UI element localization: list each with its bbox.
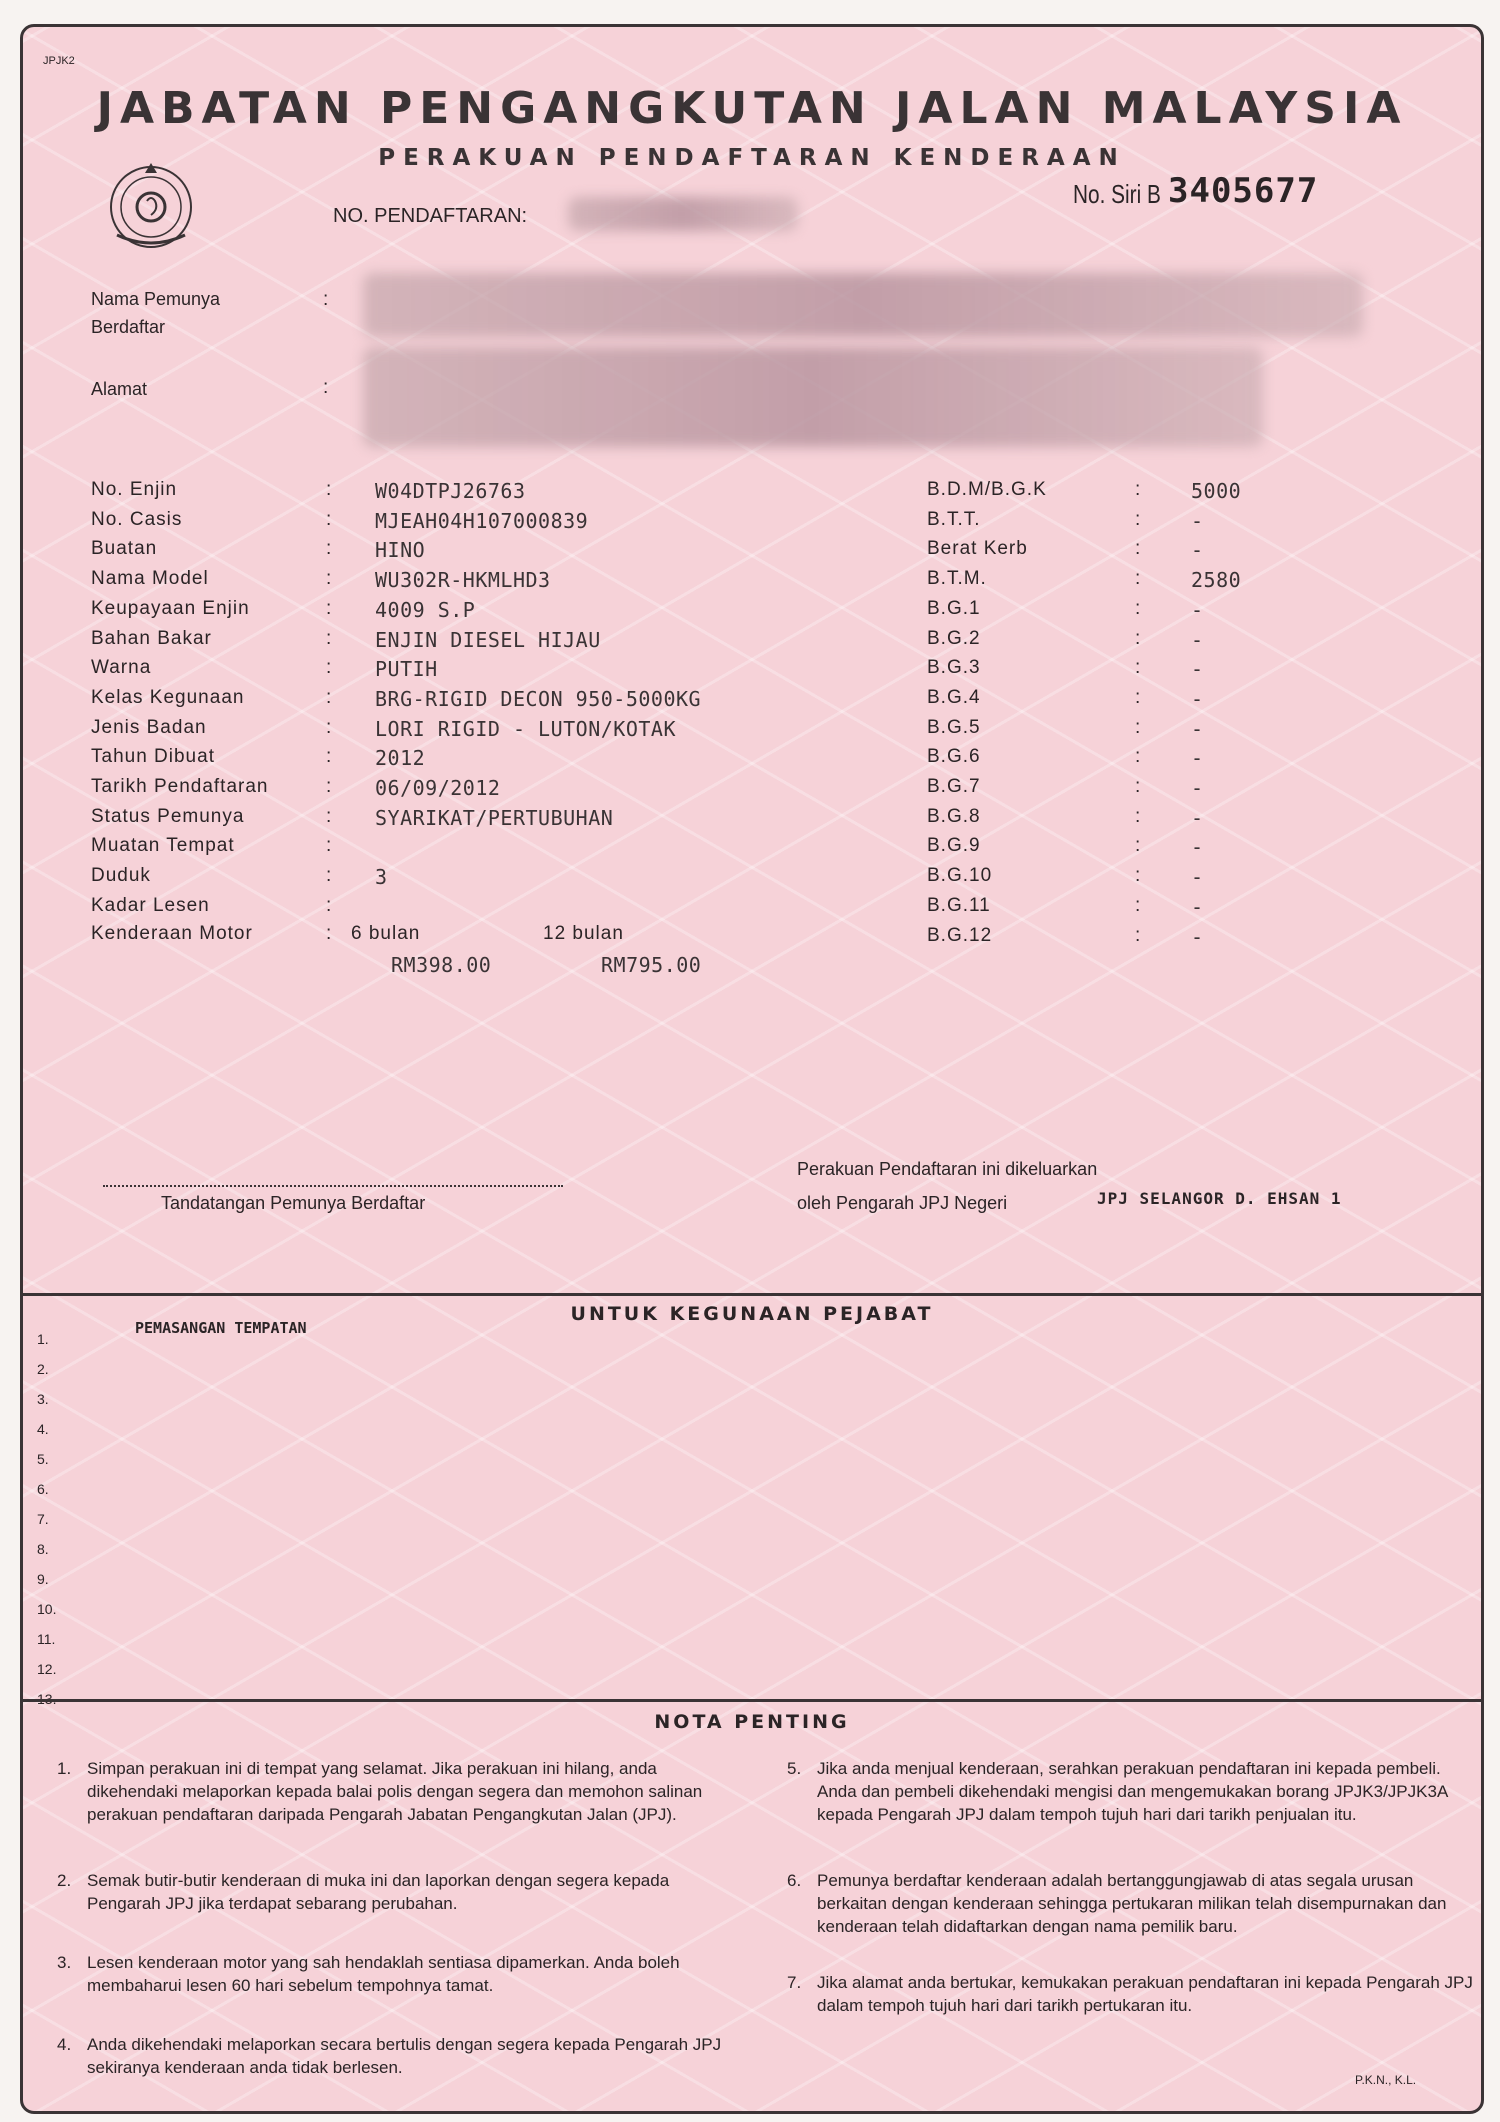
notes-title: NOTA PENTING bbox=[654, 1711, 850, 1733]
weight-colon: : bbox=[1135, 835, 1141, 857]
weight-colon: : bbox=[1135, 924, 1141, 946]
jpj-emblem-icon bbox=[103, 155, 199, 255]
office-line-number: 5. bbox=[37, 1451, 49, 1467]
redacted-owner-name bbox=[363, 273, 1363, 337]
office-line-number: 3. bbox=[37, 1391, 49, 1407]
license-twelve-months-label: 12 bulan bbox=[543, 923, 624, 944]
owner-signature-label: Tandatangan Pemunya Berdaftar bbox=[161, 1193, 426, 1213]
weight-value: - bbox=[1191, 805, 1204, 830]
office-line-number: 4. bbox=[37, 1421, 49, 1437]
weight-colon: : bbox=[1135, 686, 1141, 708]
field-value: MJEAH04H107000839 bbox=[375, 508, 589, 533]
note-text: Simpan perakuan ini di tempat yang selamat. Jika perakuan ini hilang, anda dikehendaki melaporkan kepada balai polis dengan segera dan memohon salinan perakuan pendaftaran daripada Pengarah Jabatan Pengangkutan Jalan (JPJ). bbox=[87, 1759, 703, 1824]
weight-label: B.G.9 bbox=[927, 835, 981, 857]
license-twelve-months-fee: RM795.00 bbox=[601, 953, 702, 977]
weight-label: B.G.8 bbox=[927, 805, 981, 827]
note-item bbox=[57, 1757, 747, 1826]
redacted-address bbox=[363, 347, 1263, 447]
weight-label: B.G.5 bbox=[927, 716, 981, 738]
field-colon: : bbox=[326, 597, 332, 619]
weight-colon: : bbox=[1135, 479, 1141, 500]
note-number: 5. bbox=[787, 1759, 802, 1778]
weight-value: - bbox=[1191, 627, 1204, 652]
weight-colon: : bbox=[1135, 597, 1141, 619]
office-line-number: 1. bbox=[37, 1331, 49, 1347]
field-label: Keupayaan Enjin bbox=[91, 597, 250, 619]
registration-certificate bbox=[20, 24, 1484, 2114]
office-line-number: 7. bbox=[37, 1511, 49, 1527]
field-label: Jenis Badan bbox=[91, 716, 207, 738]
note-number: 6. bbox=[787, 1871, 802, 1890]
office-section-top-rule bbox=[23, 1293, 1481, 1296]
note-item bbox=[57, 1951, 747, 1997]
weight-label: Berat Kerb bbox=[927, 538, 1028, 560]
field-label: Status Pemunya bbox=[91, 805, 245, 827]
weight-value: - bbox=[1191, 686, 1204, 711]
weight-value: - bbox=[1191, 835, 1204, 860]
weight-value: - bbox=[1191, 746, 1204, 771]
field-label: Tarikh Pendaftaran bbox=[91, 776, 269, 797]
field-label: Tahun Dibuat bbox=[91, 746, 215, 768]
field-label: No. Enjin bbox=[91, 479, 178, 500]
note-number: 1. bbox=[57, 1759, 72, 1778]
department-title: JABATAN PENGANGKUTAN JALAN MALAYSIA bbox=[96, 83, 1408, 134]
printer-code: P.K.N., K.L. bbox=[1355, 2073, 1417, 2087]
weight-colon: : bbox=[1135, 568, 1141, 590]
weight-colon: : bbox=[1135, 508, 1141, 530]
field-colon: : bbox=[326, 805, 332, 827]
weight-value: - bbox=[1191, 538, 1204, 563]
field-value: W04DTPJ26763 bbox=[375, 479, 526, 503]
weight-value: - bbox=[1191, 894, 1204, 919]
office-line-number: 8. bbox=[37, 1541, 49, 1557]
field-value: ENJIN DIESEL HIJAU bbox=[375, 627, 601, 652]
field-colon: : bbox=[326, 686, 332, 708]
owner-colon: : bbox=[323, 289, 329, 310]
field-value: PUTIH bbox=[375, 657, 438, 682]
certificate-subtitle: PERAKUAN PENDAFTARAN KENDERAAN bbox=[378, 145, 1126, 171]
field-label: Kadar Lesen bbox=[91, 894, 210, 916]
signature-line bbox=[103, 1185, 563, 1187]
serial-number: 3405677 bbox=[1168, 171, 1319, 211]
owner-name-label: Nama Pemunya bbox=[91, 289, 221, 309]
note-number: 7. bbox=[787, 1973, 802, 1992]
note-item bbox=[57, 1869, 747, 1915]
field-value: 2012 bbox=[375, 746, 426, 771]
office-line-number: 12. bbox=[37, 1661, 57, 1677]
field-label: Muatan Tempat bbox=[91, 835, 235, 857]
issuing-office: JPJ SELANGOR D. EHSAN 1 bbox=[1097, 1189, 1342, 1208]
weight-colon: : bbox=[1135, 627, 1141, 649]
weight-colon: : bbox=[1135, 805, 1141, 827]
field-colon: : bbox=[326, 508, 332, 530]
office-line-number: 9. bbox=[37, 1571, 49, 1587]
note-text: Anda dikehendaki melaporkan secara bertulis dengan segera kepada Pengarah JPJ sekiranya kenderaan anda tidak berlesen. bbox=[87, 2035, 722, 2077]
field-colon: : bbox=[326, 479, 332, 500]
field-label: Kelas Kegunaan bbox=[91, 686, 245, 708]
weight-label: B.G.3 bbox=[927, 657, 981, 679]
field-colon: : bbox=[326, 894, 332, 916]
note-text: Pemunya berdaftar kenderaan adalah bertanggungjawab di atas segala urusan berkaitan dengan kenderaan sehingga pertukaran milikan telah disempurnakan dan kenderaan telah didaftarkan dengan nama pemilik baru. bbox=[817, 1871, 1447, 1936]
weight-value: - bbox=[1191, 597, 1204, 622]
weight-label: B.G.12 bbox=[927, 924, 993, 946]
license-six-months-fee: RM398.00 bbox=[391, 953, 492, 977]
weight-label: B.T.T. bbox=[927, 508, 981, 530]
field-value: BRG-RIGID DECON 950-5000KG bbox=[375, 686, 702, 711]
owner-name-label-2: Berdaftar bbox=[91, 317, 166, 337]
weight-label: B.G.4 bbox=[927, 686, 981, 708]
weight-colon: : bbox=[1135, 716, 1141, 738]
field-label: Warna bbox=[91, 657, 152, 679]
note-text: Jika anda menjual kenderaan, serahkan perakuan pendaftaran ini kepada pembeli. Anda dan pembeli dikehendaki mengisi dan mengemukakan borang JPJK3/JPJK3A kepada Pengarah JPJ dalam tempoh tujuh hari dari tarikh penjualan itu. bbox=[817, 1759, 1448, 1824]
weight-colon: : bbox=[1135, 865, 1141, 887]
note-text: Lesen kenderaan motor yang sah hendaklah sentiasa dipamerkan. Anda boleh membaharui lesen 60 hari sebelum tempohnya tamat. bbox=[87, 1953, 680, 1995]
note-item bbox=[787, 1971, 1477, 2017]
weight-value: 2580 bbox=[1191, 568, 1242, 593]
weight-value: - bbox=[1191, 924, 1204, 949]
weight-colon: : bbox=[1135, 657, 1141, 679]
field-label: Duduk bbox=[91, 865, 151, 887]
weight-label: B.G.10 bbox=[927, 865, 993, 887]
note-item bbox=[57, 2033, 747, 2079]
weight-colon: : bbox=[1135, 538, 1141, 560]
weight-label: B.T.M. bbox=[927, 568, 987, 590]
license-colon: : bbox=[326, 923, 332, 944]
field-colon: : bbox=[326, 657, 332, 679]
field-value: HINO bbox=[375, 538, 426, 563]
field-label: Nama Model bbox=[91, 568, 209, 590]
license-label: Kenderaan Motor bbox=[91, 923, 253, 944]
field-value: 3 bbox=[375, 865, 388, 890]
office-use-title: UNTUK KEGUNAAN PEJABAT bbox=[570, 1303, 934, 1325]
field-label: Bahan Bakar bbox=[91, 627, 212, 649]
notes-section-top-rule bbox=[23, 1699, 1481, 1702]
issued-text-line-2: oleh Pengarah JPJ Negeri bbox=[797, 1193, 1008, 1213]
weight-colon: : bbox=[1135, 776, 1141, 797]
note-text: Jika alamat anda bertukar, kemukakan perakuan pendaftaran ini kepada Pengarah JPJ dalam tempoh tujuh hari dari tarikh pertukaran itu. bbox=[817, 1973, 1473, 2015]
weight-colon: : bbox=[1135, 894, 1141, 916]
field-value: LORI RIGID - LUTON/KOTAK bbox=[375, 716, 676, 741]
office-line-number: 10. bbox=[37, 1601, 57, 1617]
weight-label: B.G.6 bbox=[927, 746, 981, 768]
field-colon: : bbox=[326, 538, 332, 560]
field-value: 4009 S.P bbox=[375, 597, 476, 622]
weight-value: - bbox=[1191, 657, 1204, 682]
note-item bbox=[787, 1869, 1477, 1938]
weight-value: - bbox=[1191, 865, 1204, 890]
redacted-registration bbox=[568, 197, 798, 231]
note-text: Semak butir-butir kenderaan di muka ini dan laporkan dengan segera kepada Pengarah JPJ jika terdapat sebarang perubahan. bbox=[87, 1871, 670, 1913]
address-label: Alamat bbox=[91, 379, 148, 399]
form-code: JPJK2 bbox=[43, 55, 75, 67]
serial-label: No. Siri B bbox=[1073, 179, 1161, 209]
note-number: 3. bbox=[57, 1953, 72, 1972]
weight-colon: : bbox=[1135, 746, 1141, 768]
field-colon: : bbox=[326, 746, 332, 768]
field-colon: : bbox=[326, 568, 332, 590]
field-value: WU302R-HKMLHD3 bbox=[375, 568, 551, 593]
weight-value: - bbox=[1191, 776, 1204, 800]
field-colon: : bbox=[326, 716, 332, 738]
field-colon: : bbox=[326, 865, 332, 887]
field-colon: : bbox=[326, 835, 332, 857]
office-line-number: 6. bbox=[37, 1481, 49, 1497]
note-item bbox=[787, 1757, 1477, 1826]
license-six-months-label: 6 bulan bbox=[351, 923, 421, 944]
registration-number-label: NO. PENDAFTARAN: bbox=[333, 205, 528, 227]
office-line-number: 2. bbox=[37, 1361, 49, 1377]
issued-text-line-1: Perakuan Pendaftaran ini dikeluarkan bbox=[797, 1159, 1098, 1179]
field-colon: : bbox=[326, 776, 332, 797]
weight-label: B.D.M/B.G.K bbox=[927, 479, 1047, 500]
weight-label: B.G.1 bbox=[927, 597, 981, 619]
weight-label: B.G.2 bbox=[927, 627, 981, 649]
note-number: 4. bbox=[57, 2035, 72, 2054]
field-value: 06/09/2012 bbox=[375, 776, 501, 800]
weight-value: 5000 bbox=[1191, 479, 1242, 503]
field-label: No. Casis bbox=[91, 508, 183, 530]
weight-value: - bbox=[1191, 716, 1204, 741]
weight-value: - bbox=[1191, 508, 1204, 533]
note-number: 2. bbox=[57, 1871, 72, 1890]
office-line-number: 11. bbox=[37, 1631, 56, 1647]
address-colon: : bbox=[323, 377, 329, 398]
weight-label: B.G.7 bbox=[927, 776, 981, 797]
field-label: Buatan bbox=[91, 538, 158, 560]
office-line-number: 13. bbox=[37, 1691, 57, 1707]
local-installation-label: PEMASANGAN TEMPATAN bbox=[135, 1319, 307, 1337]
field-value: SYARIKAT/PERTUBUHAN bbox=[375, 805, 614, 830]
field-colon: : bbox=[326, 627, 332, 649]
weight-label: B.G.11 bbox=[927, 894, 991, 916]
